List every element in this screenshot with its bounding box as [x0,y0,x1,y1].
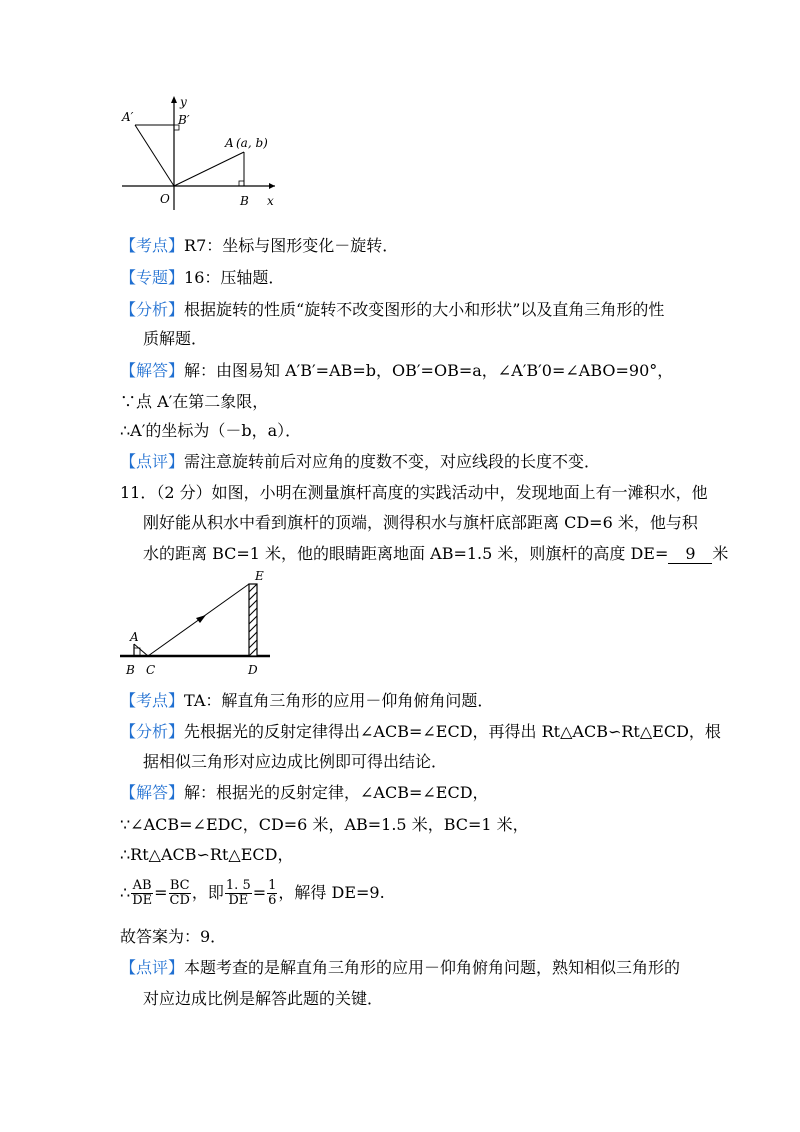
equals-1: = [154,883,168,902]
zhuanti-text: 16：压轴题． [184,268,285,287]
label-c: C [146,663,156,677]
dianping-text: 需注意旋转前后对应角的度数不变，对应线段的长度不变． [184,452,601,471]
answer-blank: 9 [668,545,712,564]
eq-mid: ，即 [191,883,224,902]
fenxi-text: 根据旋转的性质“旋转不改变图形的大小和形状”以及直角三角形的性 [184,300,665,319]
q11-stem-line3 [143,544,728,564]
kaodian-text: R7：坐标与图形变化－旋转． [184,236,399,255]
flagpole-figure [112,568,272,683]
q11-line3: ∴Rt△ACB∽Rt△ECD， [120,845,294,864]
q11-jieda [120,783,489,803]
jieda-tag: 【解答】 [120,783,185,802]
q11-stem-line2: 刚好能从积水中看到旗杆的顶端，测得积水与旗杆底部距离 CD=6 米，他与积 [143,513,698,532]
q11-fenxi [120,722,721,742]
q11-stem-line1: 11．（2 分）如图，小明在测量旗杆高度的实践活动中，发现地面上有一滩积水，他 [120,483,708,502]
rotation-figure [110,90,300,215]
eq-end: ，解得 DE=9. [278,883,385,902]
frac3-den: DE [228,893,249,908]
fraction-1-6 [267,879,277,908]
equals-2: = [252,883,267,902]
frac3-num: 1. 5 [225,878,251,893]
label-b: B [240,194,249,208]
label-e: E [255,569,264,583]
fenxi-tag: 【分析】 [120,722,185,741]
kaodian-text: TA：解直角三角形的应用－仰角俯角问题． [184,691,494,710]
frac2-den: CD [169,893,190,908]
q11-answer-line: 故答案为：9． [120,927,227,946]
q10-line3: ∴A′的坐标为（－b，a）． [120,421,302,440]
q11-fenxi-cont: 据相似三角形对应边成比例即可得出结论． [143,752,448,771]
label-d: D [248,663,258,677]
dianping-tag: 【点评】 [120,452,185,471]
dianping-tag: 【点评】 [120,958,185,977]
fenxi-tag: 【分析】 [120,300,185,319]
q11-line2: ∵∠ACB=∠EDC，CD=6 米，AB=1.5 米，BC=1 米， [120,815,529,834]
zhuanti-tag: 【专题】 [120,268,185,287]
frac1-den: DE [132,893,153,908]
label-x: x [267,194,274,208]
label-a: A [130,630,139,644]
frac2-num: BC [169,878,190,893]
q11-dianping-cont: 对应边成比例是解答此题的关键． [143,989,384,1008]
jieda-tag: 【解答】 [120,361,185,380]
q10-zhuanti [120,268,284,288]
fraction-bc-cd [169,879,191,908]
label-a-prime: A′ [122,110,134,124]
q10-fenxi [120,300,664,320]
kaodian-tag: 【考点】 [120,691,185,710]
frac4-num: 1 [268,878,277,893]
kaodian-tag: 【考点】 [120,236,185,255]
label-a: A [225,136,234,150]
jieda-text: 解：根据光的反射定律，∠ACB=∠ECD， [184,783,489,802]
fraction-15-de [225,879,252,908]
label-b: B [126,663,135,677]
therefore-sign: ∴ [120,883,131,902]
q11-equation [120,876,385,910]
label-b-prime: B′ [178,113,190,127]
q10-kaodian [120,236,398,256]
label-o: O [160,192,170,206]
dianping-text: 本题考查的是解直角三角形的应用－仰角俯角问题，熟知相似三角形的 [184,958,681,977]
label-coord: (a, b) [236,136,268,150]
jieda-text: 解：由图易知 A′B′=AB=b，OB′=OB=a，∠A′B′0=∠ABO=90°， [184,361,674,380]
q10-jieda [120,361,673,381]
stem3-pre: 水的距离 BC=1 米，他的眼睛距离地面 AB=1.5 米，则旗杆的高度 DE= [143,544,669,563]
q11-dianping [120,958,680,978]
fraction-ab-de [131,879,153,908]
label-y: y [180,95,187,109]
fenxi-text: 先根据光的反射定律得出∠ACB=∠ECD，再得出 Rt△ACB∽Rt△ECD，根 [184,722,721,741]
q11-kaodian [120,691,493,711]
stem3-post: 米 [712,544,729,563]
frac4-den: 6 [268,893,277,908]
q10-dianping [120,452,600,472]
frac1-num: AB [132,878,152,893]
q10-line2: ∵点 A′在第二象限， [120,392,269,411]
q10-fenxi-cont: 质解题． [143,329,208,348]
